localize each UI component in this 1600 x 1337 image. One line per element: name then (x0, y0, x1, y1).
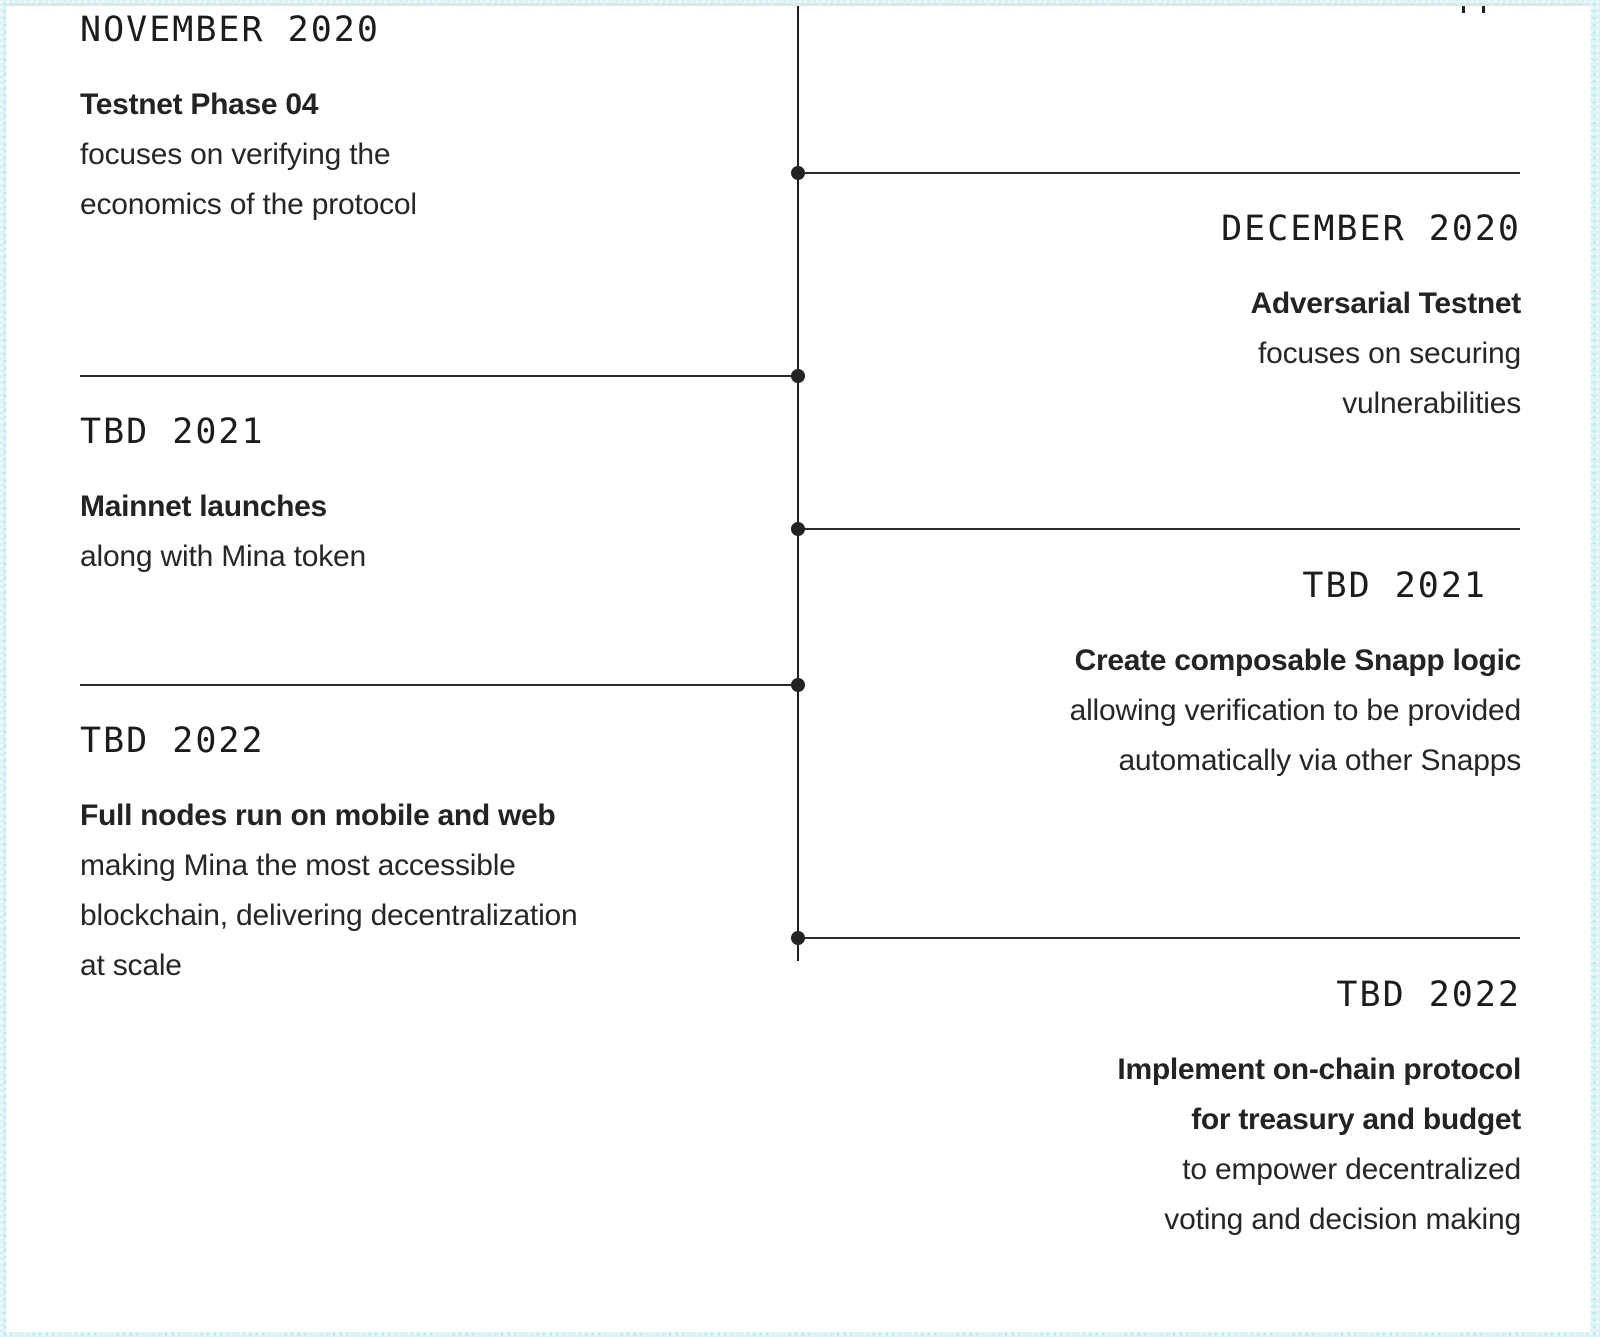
milestone-title: for treasury and budget (1191, 1103, 1521, 1136)
milestone-title: Mainnet launches (80, 490, 327, 523)
milestone-title: Create composable Snapp logic (1074, 644, 1521, 677)
timeline-node-4 (791, 678, 805, 692)
milestone-description: economics of the protocol (80, 188, 417, 221)
milestone-description: to empower decentralized (1182, 1153, 1521, 1186)
milestone-date: TBD 2021 (80, 412, 265, 452)
timeline-node-5 (791, 931, 805, 945)
milestone-date: DECEMBER 2020 (1221, 209, 1521, 249)
timeline-node-3 (791, 522, 805, 536)
milestone-tbd-2021-mainnet (80, 412, 366, 582)
timeline-node-1 (791, 166, 805, 180)
milestone-description: along with Mina token (80, 540, 366, 573)
milestone-tbd-2021-snapp (1070, 566, 1521, 786)
connector-left-4 (80, 684, 798, 686)
timeline-node-2 (791, 369, 805, 383)
timeline-axis (797, 6, 799, 961)
milestone-title: Implement on-chain protocol (1117, 1053, 1521, 1086)
milestone-description: focuses on securing (1257, 337, 1521, 370)
milestone-description: voting and decision making (1164, 1203, 1521, 1236)
milestone-november-2020 (80, 10, 417, 230)
milestone-date: TBD 2022 (1336, 975, 1521, 1015)
milestone-date: TBD 2021 (1302, 566, 1487, 606)
milestone-title: Adversarial Testnet (1250, 287, 1521, 320)
milestone-description: focuses on verifying the (80, 138, 391, 171)
connector-right-5 (798, 937, 1520, 939)
milestone-description: vulnerabilities (1342, 387, 1521, 420)
milestone-description: allowing verification to be provided (1069, 694, 1521, 727)
milestone-december-2020 (1221, 209, 1521, 429)
milestone-description: automatically via other Snapps (1118, 744, 1521, 777)
milestone-tbd-2022-full-nodes (80, 721, 578, 991)
connector-left-2 (80, 375, 798, 377)
milestone-title: Full nodes run on mobile and web (80, 799, 556, 832)
connector-right-3 (798, 528, 1520, 530)
milestone-description: blockchain, delivering decentralization (80, 899, 578, 932)
milestone-title: Testnet Phase 04 (80, 88, 319, 121)
connector-right-1 (798, 172, 1520, 174)
milestone-description: making Mina the most accessible (80, 849, 516, 882)
milestone-date: NOVEMBER 2020 (80, 10, 380, 50)
milestone-tbd-2022-treasury (1117, 975, 1521, 1245)
timeline-card (6, 4, 1590, 1332)
milestone-date: TBD 2022 (80, 721, 265, 761)
clipped-glyph-stub (1482, 6, 1485, 13)
clipped-glyph-stub (1462, 6, 1465, 13)
milestone-description: at scale (80, 949, 182, 982)
